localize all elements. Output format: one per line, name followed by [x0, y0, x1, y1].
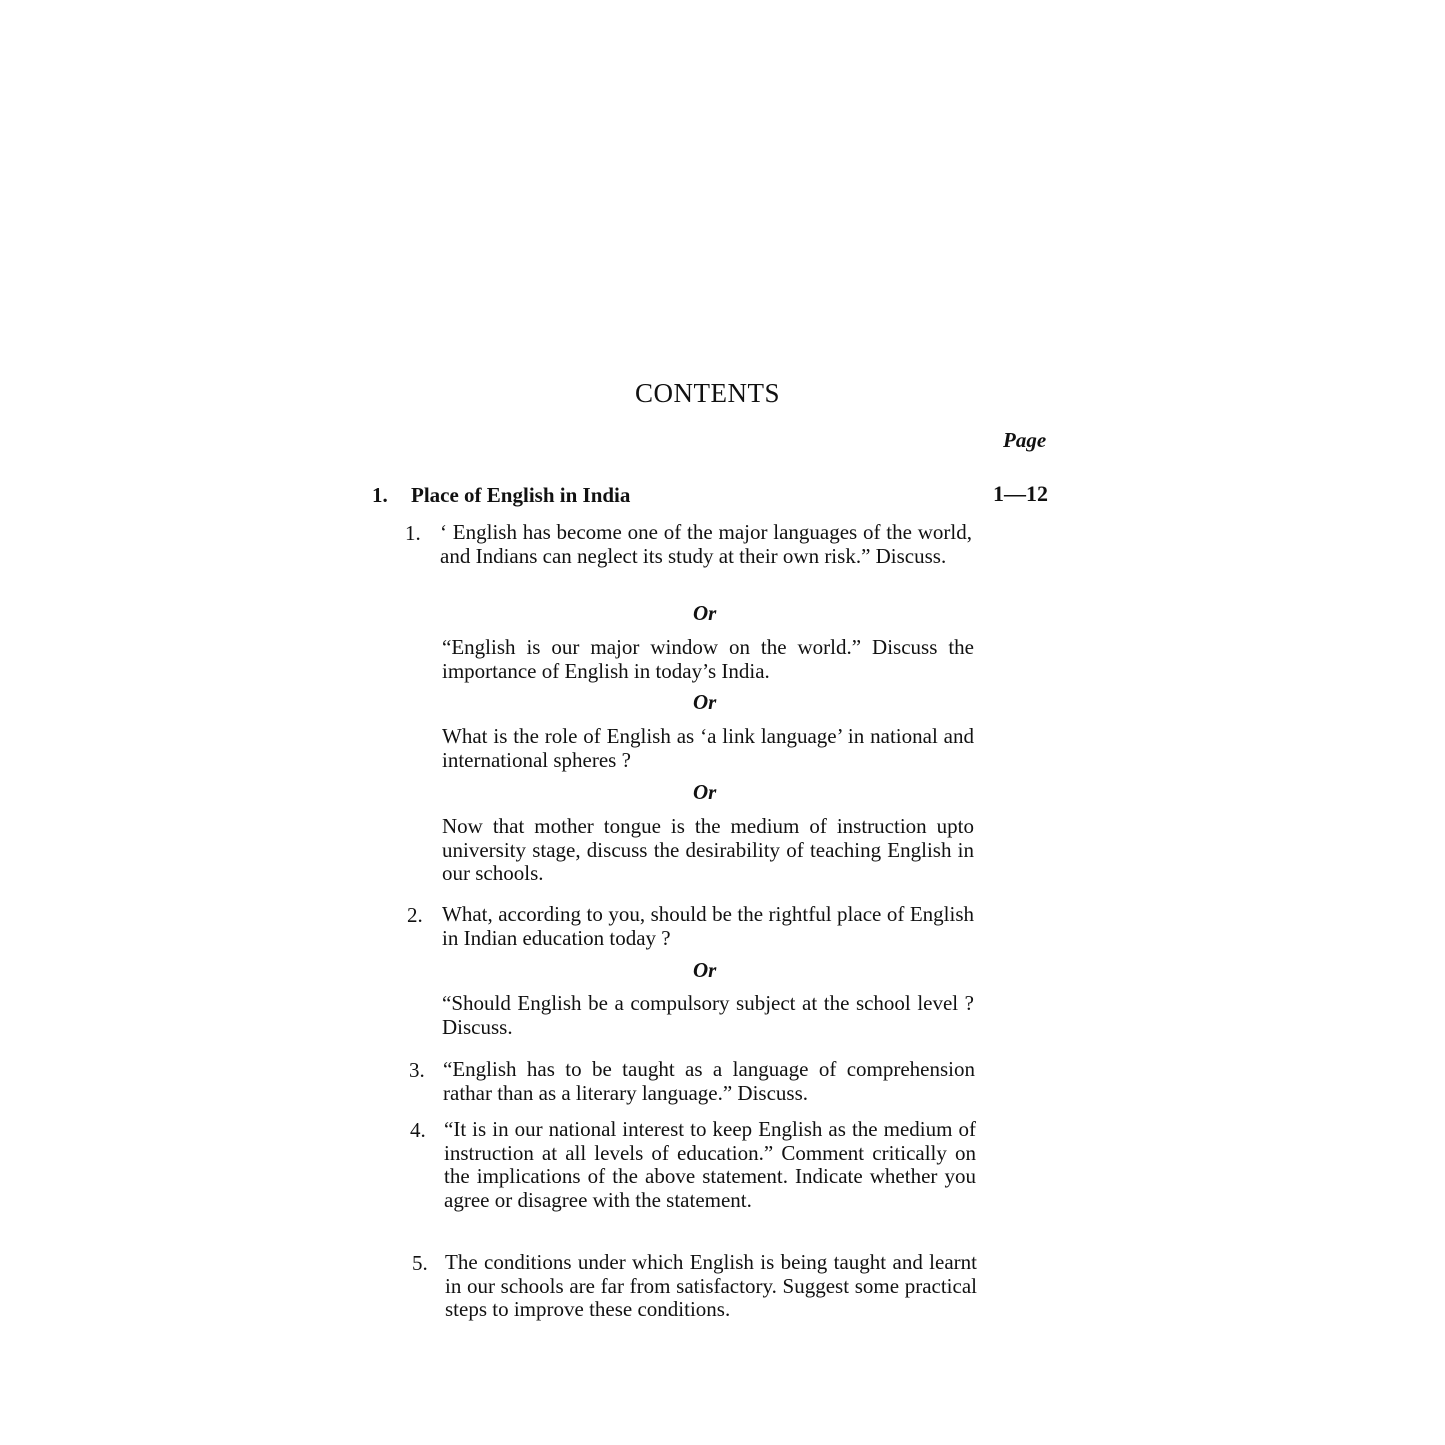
page-title: CONTENTS — [635, 378, 780, 408]
question-number: 5. — [412, 1251, 428, 1275]
or-separator: Or — [693, 958, 717, 982]
question-text: “It is in our national interest to keep English as the medium of instruction at all levels of education.” Comment critically on the implications of the above statement. Indicate whether you agree or disagree with the statement. — [444, 1117, 976, 1212]
or-separator: Or — [693, 601, 717, 625]
question-number: 2. — [407, 903, 423, 927]
or-separator: Or — [693, 780, 717, 804]
chapter-number: 1. — [372, 483, 388, 507]
question-number: 4. — [410, 1118, 426, 1142]
chapter-page-range: 1—12 — [993, 481, 1048, 506]
question-number: 3. — [409, 1058, 425, 1082]
question-number: 1. — [405, 521, 421, 545]
question-text: ‘ English has become one of the major languages of the world, and Indians can neglect its study at their own risk.” Discuss. — [440, 520, 972, 568]
question-text: “English has to be taught as a language of comprehension rathar than as a literary language.” Discuss. — [443, 1057, 975, 1105]
chapter-title: Place of English in India — [411, 483, 631, 507]
question-text: The conditions under which English is being taught and learnt in our schools are far from satisfactory. Suggest some practical steps to improve these conditions. — [445, 1250, 977, 1321]
page-column-label: Page — [1003, 428, 1047, 452]
question-text: What, according to you, should be the rightful place of English in Indian education today ? — [442, 902, 974, 950]
question-text: What is the role of English as ‘a link language’ in national and international spheres ? — [442, 724, 974, 772]
question-text: “English is our major window on the world.” Discuss the importance of English in today’s India. — [442, 635, 974, 683]
question-text: “Should English be a compulsory subject at the school level ? Discuss. — [442, 991, 974, 1039]
question-text: Now that mother tongue is the medium of instruction upto university stage, discuss the desirability of teaching English in our schools. — [442, 814, 974, 885]
or-separator: Or — [693, 690, 717, 714]
